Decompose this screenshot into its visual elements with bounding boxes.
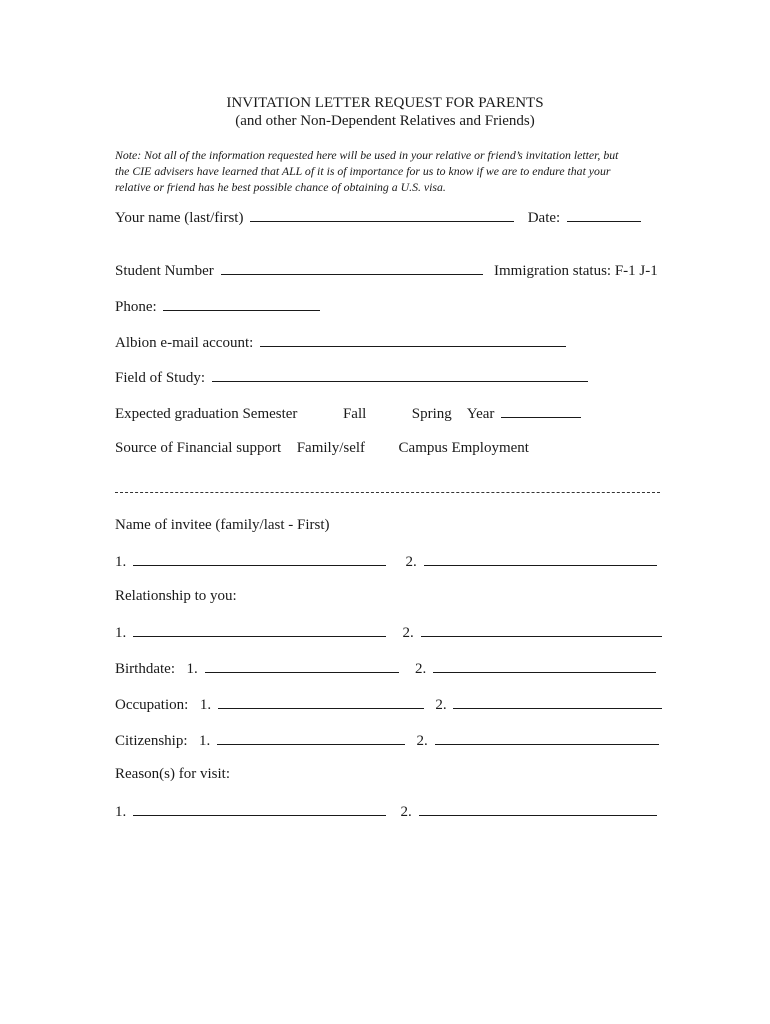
form-title: INVITATION LETTER REQUEST FOR PARENTS xyxy=(226,95,544,111)
email-label: Albion e-mail account: xyxy=(115,335,254,351)
citizenship-label: Citizenship: xyxy=(115,733,188,749)
relationship-1-label: 1. xyxy=(115,625,127,641)
invitee-name-heading: Name of invitee (family/last - First) xyxy=(115,517,330,533)
phone-row xyxy=(115,296,320,316)
form-note: Note: Not all of the information requested here will be used in your relative or friend’s invitation letter, but the CIE advisers have learned that ALL of it is of importance for us to know if we are to endure that your relative or friend has he best possible chance of obtaining a U.S. visa. xyxy=(115,148,619,194)
citizenship-row xyxy=(115,730,659,750)
your-name-field[interactable] xyxy=(250,207,514,222)
invitee-name-2-field[interactable] xyxy=(424,551,657,566)
phone-label: Phone: xyxy=(115,299,157,315)
family-self-option[interactable]: Family/self xyxy=(296,440,366,456)
invitee-name-1-label: 1. xyxy=(115,554,127,570)
occupation-label: Occupation: xyxy=(115,697,189,713)
birthdate-1-field[interactable] xyxy=(205,658,399,673)
reasons-heading: Reason(s) for visit: xyxy=(115,766,230,782)
citizenship-2-field[interactable] xyxy=(435,730,659,745)
relationship-heading: Relationship to you: xyxy=(115,588,237,604)
invitee-name-2-label: 2. xyxy=(405,554,417,570)
birthdate-2-label: 2. xyxy=(415,661,427,677)
occupation-2-label: 2. xyxy=(435,697,447,713)
reasons-2-label: 2. xyxy=(400,804,412,820)
field-of-study-row xyxy=(115,367,588,387)
your-name-row xyxy=(115,207,641,227)
occupation-1-field[interactable] xyxy=(218,694,424,709)
birthdate-label: Birthdate: xyxy=(115,661,175,677)
financial-label: Source of Financial support xyxy=(115,440,282,456)
form-subtitle: (and other Non-Dependent Relatives and Friends) xyxy=(235,113,535,129)
phone-field[interactable] xyxy=(163,296,320,311)
graduation-label: Expected graduation Semester xyxy=(115,406,298,422)
reasons-1-label: 1. xyxy=(115,804,127,820)
relationship-1-field[interactable] xyxy=(133,622,386,637)
birthdate-2-field[interactable] xyxy=(433,658,656,673)
invitee-name-row xyxy=(115,551,657,571)
student-number-field[interactable] xyxy=(221,260,483,275)
your-name-label: Your name (last/first) xyxy=(115,210,244,226)
date-field[interactable] xyxy=(567,207,641,222)
date-label: Date: xyxy=(527,210,561,226)
section-divider xyxy=(115,492,660,493)
financial-row xyxy=(115,439,529,457)
campus-employment-option[interactable]: Campus Employment xyxy=(398,440,529,456)
year-field[interactable] xyxy=(501,403,581,418)
occupation-1-label: 1. xyxy=(199,697,212,713)
field-of-study-field[interactable] xyxy=(212,367,588,382)
reasons-1-field[interactable] xyxy=(133,801,386,816)
reasons-row xyxy=(115,801,657,821)
occupation-row xyxy=(115,694,662,714)
relationship-2-label: 2. xyxy=(402,625,414,641)
graduation-row xyxy=(115,403,581,423)
student-number-row xyxy=(115,260,658,280)
birthdate-1-label: 1. xyxy=(186,661,198,677)
citizenship-1-label: 1. xyxy=(199,733,211,749)
year-label: Year xyxy=(466,406,495,422)
invitee-name-1-field[interactable] xyxy=(133,551,386,566)
reasons-2-field[interactable] xyxy=(419,801,657,816)
field-of-study-label: Field of Study: xyxy=(115,370,206,386)
fall-option[interactable]: Fall xyxy=(342,406,367,422)
relationship-2-field[interactable] xyxy=(421,622,662,637)
spring-option[interactable]: Spring xyxy=(411,406,452,422)
occupation-2-field[interactable] xyxy=(453,694,662,709)
email-row xyxy=(115,332,566,352)
birthdate-row xyxy=(115,658,656,678)
immigration-status-label[interactable]: Immigration status: F-1 J-1 xyxy=(494,263,658,279)
citizenship-2-label: 2. xyxy=(416,733,428,749)
student-number-label: Student Number xyxy=(115,263,214,279)
relationship-row xyxy=(115,622,662,642)
email-field[interactable] xyxy=(260,332,566,347)
citizenship-1-field[interactable] xyxy=(217,730,405,745)
